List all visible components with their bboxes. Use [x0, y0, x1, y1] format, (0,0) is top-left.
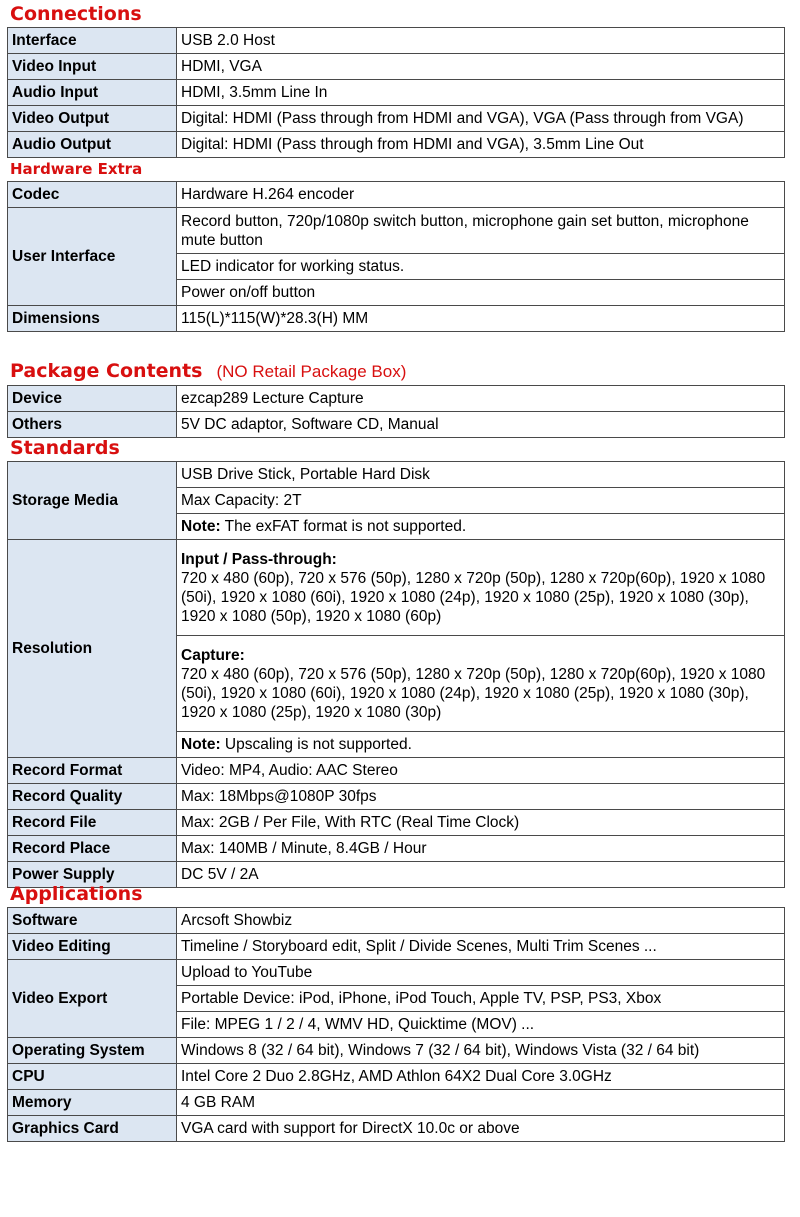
row-value: Max: 18Mbps@1080P 30fps	[177, 784, 785, 810]
capture-text: 720 x 480 (60p), 720 x 576 (50p), 1280 x 720p (50p), 1280 x 720p(60p), 1920 x 1080 (50i), 1920 x 1080 (60i), 1920 x 1080 (24p), 1920 x 1080 (25p), 1920 x 1080 (30p), 1920 x 1080 (25p), 1920 x 1080 (30p)	[181, 665, 766, 721]
row-value	[177, 540, 785, 636]
table-row	[8, 1116, 785, 1142]
row-value: 5V DC adaptor, Software CD, Manual	[177, 412, 785, 438]
row-label: Video Editing	[8, 934, 177, 960]
table-row	[8, 1038, 785, 1064]
row-value: Record button, 720p/1080p switch button, microphone gain set button, microphone mute button	[177, 208, 785, 254]
row-label: Audio Input	[8, 80, 177, 106]
row-label: Resolution	[8, 540, 177, 758]
row-value: ezcap289 Lecture Capture	[177, 386, 785, 412]
row-value	[177, 732, 785, 758]
row-label: Memory	[8, 1090, 177, 1116]
row-label: User Interface	[8, 208, 177, 306]
package-title: Package Contents	[10, 360, 203, 382]
row-label: Video Output	[8, 106, 177, 132]
table-row	[8, 386, 785, 412]
row-label: Audio Output	[8, 132, 177, 158]
row-value: VGA card with support for DirectX 10.0c or above	[177, 1116, 785, 1142]
row-label: Record File	[8, 810, 177, 836]
row-value: HDMI, 3.5mm Line In	[177, 80, 785, 106]
row-label: Device	[8, 386, 177, 412]
row-value: 115(L)*115(W)*28.3(H) MM	[177, 306, 785, 332]
applications-table	[7, 907, 785, 1142]
row-value: File: MPEG 1 / 2 / 4, WMV HD, Quicktime (MOV) ...	[177, 1012, 785, 1038]
row-value: Upload to YouTube	[177, 960, 785, 986]
table-row	[8, 758, 785, 784]
row-value: Power on/off button	[177, 280, 785, 306]
row-value: HDMI, VGA	[177, 54, 785, 80]
row-label: Power Supply	[8, 862, 177, 888]
row-label: Operating System	[8, 1038, 177, 1064]
table-row	[8, 28, 785, 54]
row-label: Video Input	[8, 54, 177, 80]
row-label: Codec	[8, 182, 177, 208]
input-text: 720 x 480 (60p), 720 x 576 (50p), 1280 x 720p (50p), 1280 x 720p(60p), 1920 x 1080 (50i), 1920 x 1080 (60i), 1920 x 1080 (24p), 1920 x 1080 (25p), 1920 x 1080 (30p), 1920 x 1080 (50p), 1920 x 1080 (60p)	[181, 569, 766, 625]
row-value: Max Capacity: 2T	[177, 488, 785, 514]
row-value: Video: MP4, Audio: AAC Stereo	[177, 758, 785, 784]
row-value: Max: 140MB / Minute, 8.4GB / Hour	[177, 836, 785, 862]
row-value: USB Drive Stick, Portable Hard Disk	[177, 462, 785, 488]
table-row	[8, 208, 785, 254]
standards-table	[7, 461, 785, 888]
table-row	[8, 540, 785, 636]
row-label: Software	[8, 908, 177, 934]
note-text: Upscaling is not supported.	[220, 736, 412, 753]
table-row	[8, 810, 785, 836]
row-value: Max: 2GB / Per File, With RTC (Real Time Clock)	[177, 810, 785, 836]
table-row	[8, 960, 785, 986]
table-row	[8, 412, 785, 438]
table-row	[8, 1064, 785, 1090]
table-row	[8, 306, 785, 332]
row-value: Digital: HDMI (Pass through from HDMI and VGA), VGA (Pass through from VGA)	[177, 106, 785, 132]
row-value: Windows 8 (32 / 64 bit), Windows 7 (32 / 64 bit), Windows Vista (32 / 64 bit)	[177, 1038, 785, 1064]
applications-heading: Applications	[10, 883, 143, 905]
note-text: The exFAT format is not supported.	[220, 518, 467, 535]
row-value	[177, 636, 785, 732]
table-row	[8, 182, 785, 208]
table-row	[8, 836, 785, 862]
row-label: Dimensions	[8, 306, 177, 332]
row-label: Graphics Card	[8, 1116, 177, 1142]
row-label: Record Quality	[8, 784, 177, 810]
table-row	[8, 462, 785, 488]
hardware-table	[7, 181, 785, 332]
table-row	[8, 106, 785, 132]
row-value: DC 5V / 2A	[177, 862, 785, 888]
package-note: (NO Retail Package Box)	[216, 362, 407, 381]
table-row	[8, 80, 785, 106]
standards-heading: Standards	[10, 437, 120, 459]
row-label: Record Place	[8, 836, 177, 862]
table-row	[8, 908, 785, 934]
package-table	[7, 385, 785, 438]
row-value: USB 2.0 Host	[177, 28, 785, 54]
package-heading	[10, 360, 406, 382]
row-label: CPU	[8, 1064, 177, 1090]
row-label: Others	[8, 412, 177, 438]
table-row	[8, 934, 785, 960]
row-value: LED indicator for working status.	[177, 254, 785, 280]
capture-title: Capture:	[181, 646, 245, 664]
table-row	[8, 784, 785, 810]
connections-table	[7, 27, 785, 158]
row-label: Video Export	[8, 960, 177, 1038]
row-value: Timeline / Storyboard edit, Split / Divide Scenes, Multi Trim Scenes ...	[177, 934, 785, 960]
row-value: Hardware H.264 encoder	[177, 182, 785, 208]
row-value: 4 GB RAM	[177, 1090, 785, 1116]
row-label: Storage Media	[8, 462, 177, 540]
row-label: Interface	[8, 28, 177, 54]
note-label: Note:	[181, 518, 221, 535]
row-value: Digital: HDMI (Pass through from HDMI and VGA), 3.5mm Line Out	[177, 132, 785, 158]
table-row	[8, 1090, 785, 1116]
note-label: Note:	[181, 736, 221, 753]
row-value	[177, 514, 785, 540]
row-value: Arcsoft Showbiz	[177, 908, 785, 934]
hardware-heading: Hardware Extra	[10, 160, 143, 178]
row-value: Portable Device: iPod, iPhone, iPod Touch, Apple TV, PSP, PS3, Xbox	[177, 986, 785, 1012]
table-row	[8, 132, 785, 158]
connections-heading: Connections	[10, 3, 142, 25]
row-value: Intel Core 2 Duo 2.8GHz, AMD Athlon 64X2 Dual Core 3.0GHz	[177, 1064, 785, 1090]
input-title: Input / Pass-through:	[181, 550, 337, 568]
row-label: Record Format	[8, 758, 177, 784]
table-row	[8, 54, 785, 80]
